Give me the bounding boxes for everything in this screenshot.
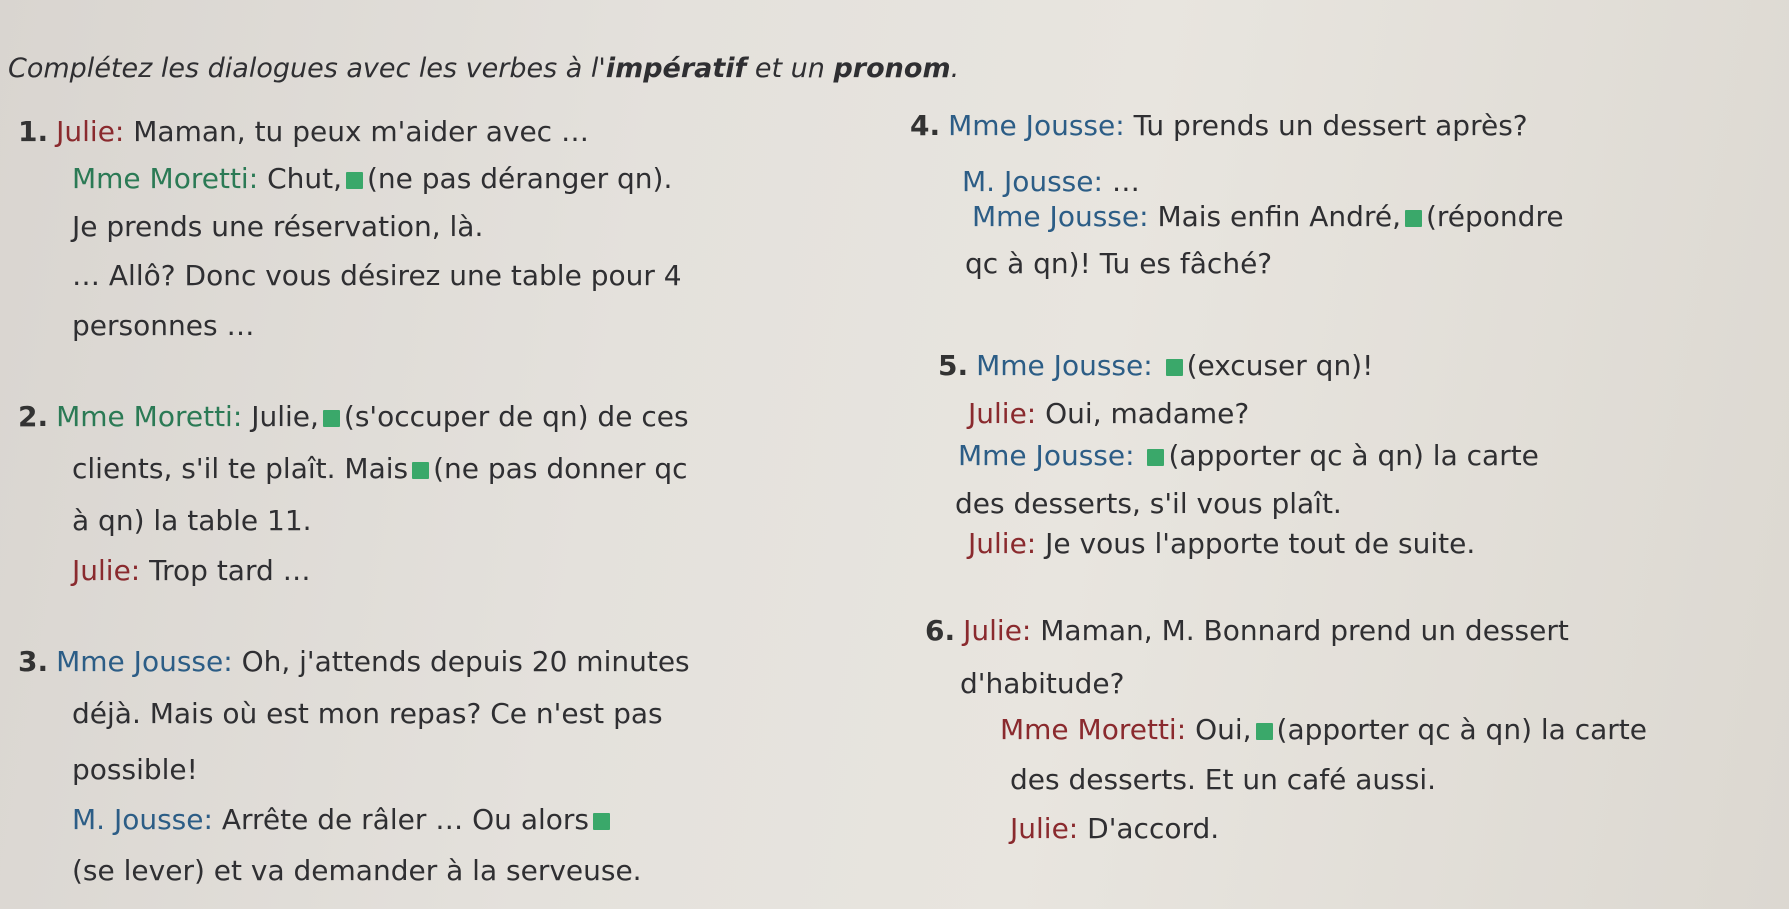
dialogue-5-line-2: Julie: Oui, madame?: [968, 397, 1250, 430]
instruction-title: Complétez les dialogues avec les verbes à l'impératif et un pronom.: [8, 53, 960, 84]
dialogue-1-line-3: Je prends une réservation, là.: [72, 210, 484, 243]
speaker-m-jousse: M. Jousse:: [962, 165, 1103, 198]
speaker-julie: Julie:: [56, 115, 125, 148]
dialogue-3-line-1: 3. Mme Jousse: Oh, j'attends depuis 20 minutes: [18, 645, 690, 678]
speaker-moretti: Mme Moretti:: [1000, 713, 1187, 746]
speaker-mme-jousse: Mme Jousse:: [948, 109, 1125, 142]
dialogue-5-line-4: des desserts, s'il vous plaît.: [955, 487, 1342, 520]
dialogue-4-line-1: 4. Mme Jousse: Tu prends un dessert après?: [910, 109, 1528, 142]
dialogue-1-line-2: Mme Moretti: Chut, (ne pas déranger qn).: [72, 162, 673, 195]
speaker-julie: Julie:: [963, 614, 1032, 647]
speaker-mme-jousse: Mme Jousse:: [958, 439, 1135, 472]
dialogue-6-line-1: 6. Julie: Maman, M. Bonnard prend un dessert: [925, 614, 1569, 647]
speaker-julie: Julie:: [72, 554, 141, 587]
dialogue-5-line-1: 5. Mme Jousse: (excuser qn)!: [938, 349, 1374, 382]
dialogue-1-line-4: … Allô? Donc vous désirez une table pour 4: [72, 259, 682, 292]
blank-square-icon: [593, 813, 610, 830]
dialogue-6-line-4: des desserts. Et un café aussi.: [1010, 763, 1437, 796]
dialogue-3-line-2: déjà. Mais où est mon repas? Ce n'est pas: [72, 697, 663, 730]
dialogue-1-line-5: personnes …: [72, 309, 255, 342]
dialogue-4-line-2: M. Jousse: …: [962, 165, 1140, 198]
blank-square-icon: [346, 172, 363, 189]
blank-square-icon: [1405, 210, 1422, 227]
dialogue-2-line-2: clients, s'il te plaît. Mais (ne pas donner qc: [72, 452, 688, 485]
speaker-mme-jousse: Mme Jousse:: [56, 645, 233, 678]
dialogue-4-line-4: qc à qn)! Tu es fâché?: [965, 247, 1273, 280]
dialogue-6-line-5: Julie: D'accord.: [1010, 812, 1220, 845]
blank-square-icon: [412, 462, 429, 479]
dialogue-2-line-3: à qn) la table 11.: [72, 504, 312, 537]
speaker-julie: Julie:: [1010, 812, 1079, 845]
dialogue-4-line-3: Mme Jousse: Mais enfin André, (répondre: [972, 200, 1564, 233]
dialogue-2-line-4: Julie: Trop tard …: [72, 554, 311, 587]
speaker-mme-jousse: Mme Jousse:: [972, 200, 1149, 233]
blank-square-icon: [323, 410, 340, 427]
blank-square-icon: [1166, 359, 1183, 376]
dialogue-2-line-1: 2. Mme Moretti: Julie, (s'occuper de qn) de ces: [18, 400, 689, 433]
speaker-julie: Julie:: [968, 527, 1037, 560]
speaker-mme-jousse: Mme Jousse:: [976, 349, 1153, 382]
dialogue-1-line-1: 1. Julie: Maman, tu peux m'aider avec …: [18, 115, 589, 148]
speaker-moretti: Mme Moretti:: [56, 400, 243, 433]
dialogue-6-line-2: d'habitude?: [960, 667, 1125, 700]
dialogue-3-line-5: (se lever) et va demander à la serveuse.: [72, 854, 642, 887]
blank-square-icon: [1147, 449, 1164, 466]
dialogue-3-line-3: possible!: [72, 753, 198, 786]
speaker-moretti: Mme Moretti:: [72, 162, 259, 195]
speaker-m-jousse: M. Jousse:: [72, 803, 213, 836]
dialogue-6-line-3: Mme Moretti: Oui, (apporter qc à qn) la carte: [1000, 713, 1647, 746]
dialogue-3-line-4: M. Jousse: Arrête de râler … Ou alors: [72, 806, 614, 834]
dialogue-5-line-3: Mme Jousse: (apporter qc à qn) la carte: [958, 439, 1539, 472]
speaker-julie: Julie:: [968, 397, 1037, 430]
dialogue-5-line-5: Julie: Je vous l'apporte tout de suite.: [968, 527, 1476, 560]
blank-square-icon: [1256, 723, 1273, 740]
